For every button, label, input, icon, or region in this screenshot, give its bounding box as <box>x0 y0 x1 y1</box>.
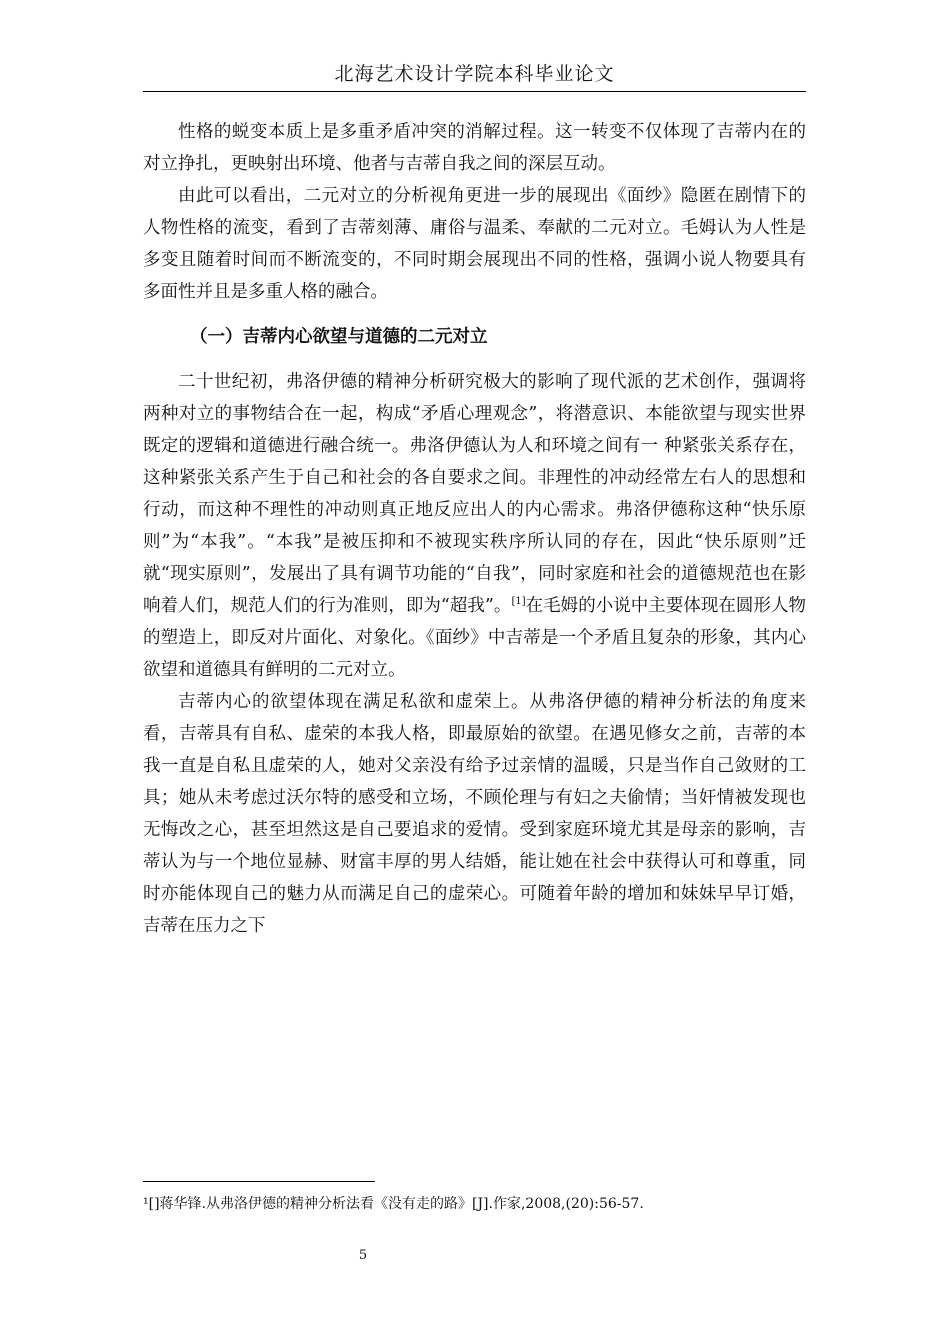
freud-text-part1: 二十世纪初，弗洛伊德的精神分析研究极大的影响了现代派的艺术创作，强调将两种对立的事物结合在一起，构成“矛盾心理观念”，将潜意识、本能欲望与现实世界既定的逻辑和道德进行融合统一。弗洛伊德认为人和环境之间有一 种紧张关系存在，这种紧张关系产生于自己和社会的各自要求之间。非理性的冲动经常左右人的思想和行动，而这种不理性的冲动则真正地反应出人的内心需求。弗洛伊德称这种“快乐原则”为“本我”。“本我”是被压抑和不被现实秩序所认同的存在，因此“快乐原则”迁就“现实原则”，发展出了具有调节功能的“自我”，同时家庭和社会的道德规范也在影响着人们，规范人们的行为准则，即为“超我”。 <box>143 372 806 616</box>
paragraph-kitty-desire: 吉蒂内心的欲望体现在满足私欲和虚荣上。从弗洛伊德的精神分析法的角度来看，吉蒂具有自私、虚荣的本我人格，即最原始的欲望。在遇见修女之前，吉蒂的本我一直是自私且虚荣的人，她对父亲没有给予过亲情的温暖，只是当作自己敛财的工具；她从未考虑过沃尔特的感受和立场，不顾伦理与有妇之夫偷情；当奸情被发现也无悔改之心，甚至坦然这是自己要追求的爱情。受到家庭环境尤其是母亲的影响，吉蒂认为与一个地位显赫、财富丰厚的男人结婚，能让她在社会中获得认可和尊重，同时亦能体现自己的魅力从而满足自己的虚荣心。可随着年龄的增加和妹妹早早订婚，吉蒂在压力之下 <box>143 692 806 936</box>
header-divider <box>143 91 806 92</box>
paragraph-transformation: 性格的蜕变本质上是多重矛盾冲突的消解过程。这一转变不仅体现了吉蒂内在的对立挣扎，更映射出环境、他者与吉蒂自我之间的深层互动。 <box>143 122 806 174</box>
paragraph-freud <box>143 366 806 686</box>
citation-ref: [1] <box>511 596 526 608</box>
main-text-block <box>143 366 806 942</box>
paragraph-binary-perspective: 由此可以看出，二元对立的分析视角更进一步的展现出《面纱》隐匿在剧情下的人物性格的流变，看到了吉蒂刻薄、庸俗与温柔、奉献的二元对立。毛姆认为人性是多变且随着时间而不断流变的，不同时期会展现出不同的性格，强调小说人物要具有多面性并且是多重人格的融合。 <box>143 186 806 302</box>
footnote-divider <box>143 1181 375 1182</box>
section-heading: （一）吉蒂内心欲望与道德的二元对立 <box>190 327 488 347</box>
freud-text-part2: 在毛姆的小说中主要体现在圆形人物的塑造上，即反对片面化、对象化。《面纱》中吉蒂是一个矛盾且复杂的形象，其内心欲望和道德具有鲜明的二元对立。 <box>143 596 806 680</box>
page-number: 5 <box>358 1248 368 1263</box>
intro-text-block <box>143 116 806 308</box>
page-header-title: 北海艺术设计学院本科毕业论文 <box>334 63 615 85</box>
footnote: ¹[]蒋华锋.从弗洛伊德的精神分析法看《没有走的路》[J].作家,2008,(20):56-57. <box>143 1196 644 1212</box>
